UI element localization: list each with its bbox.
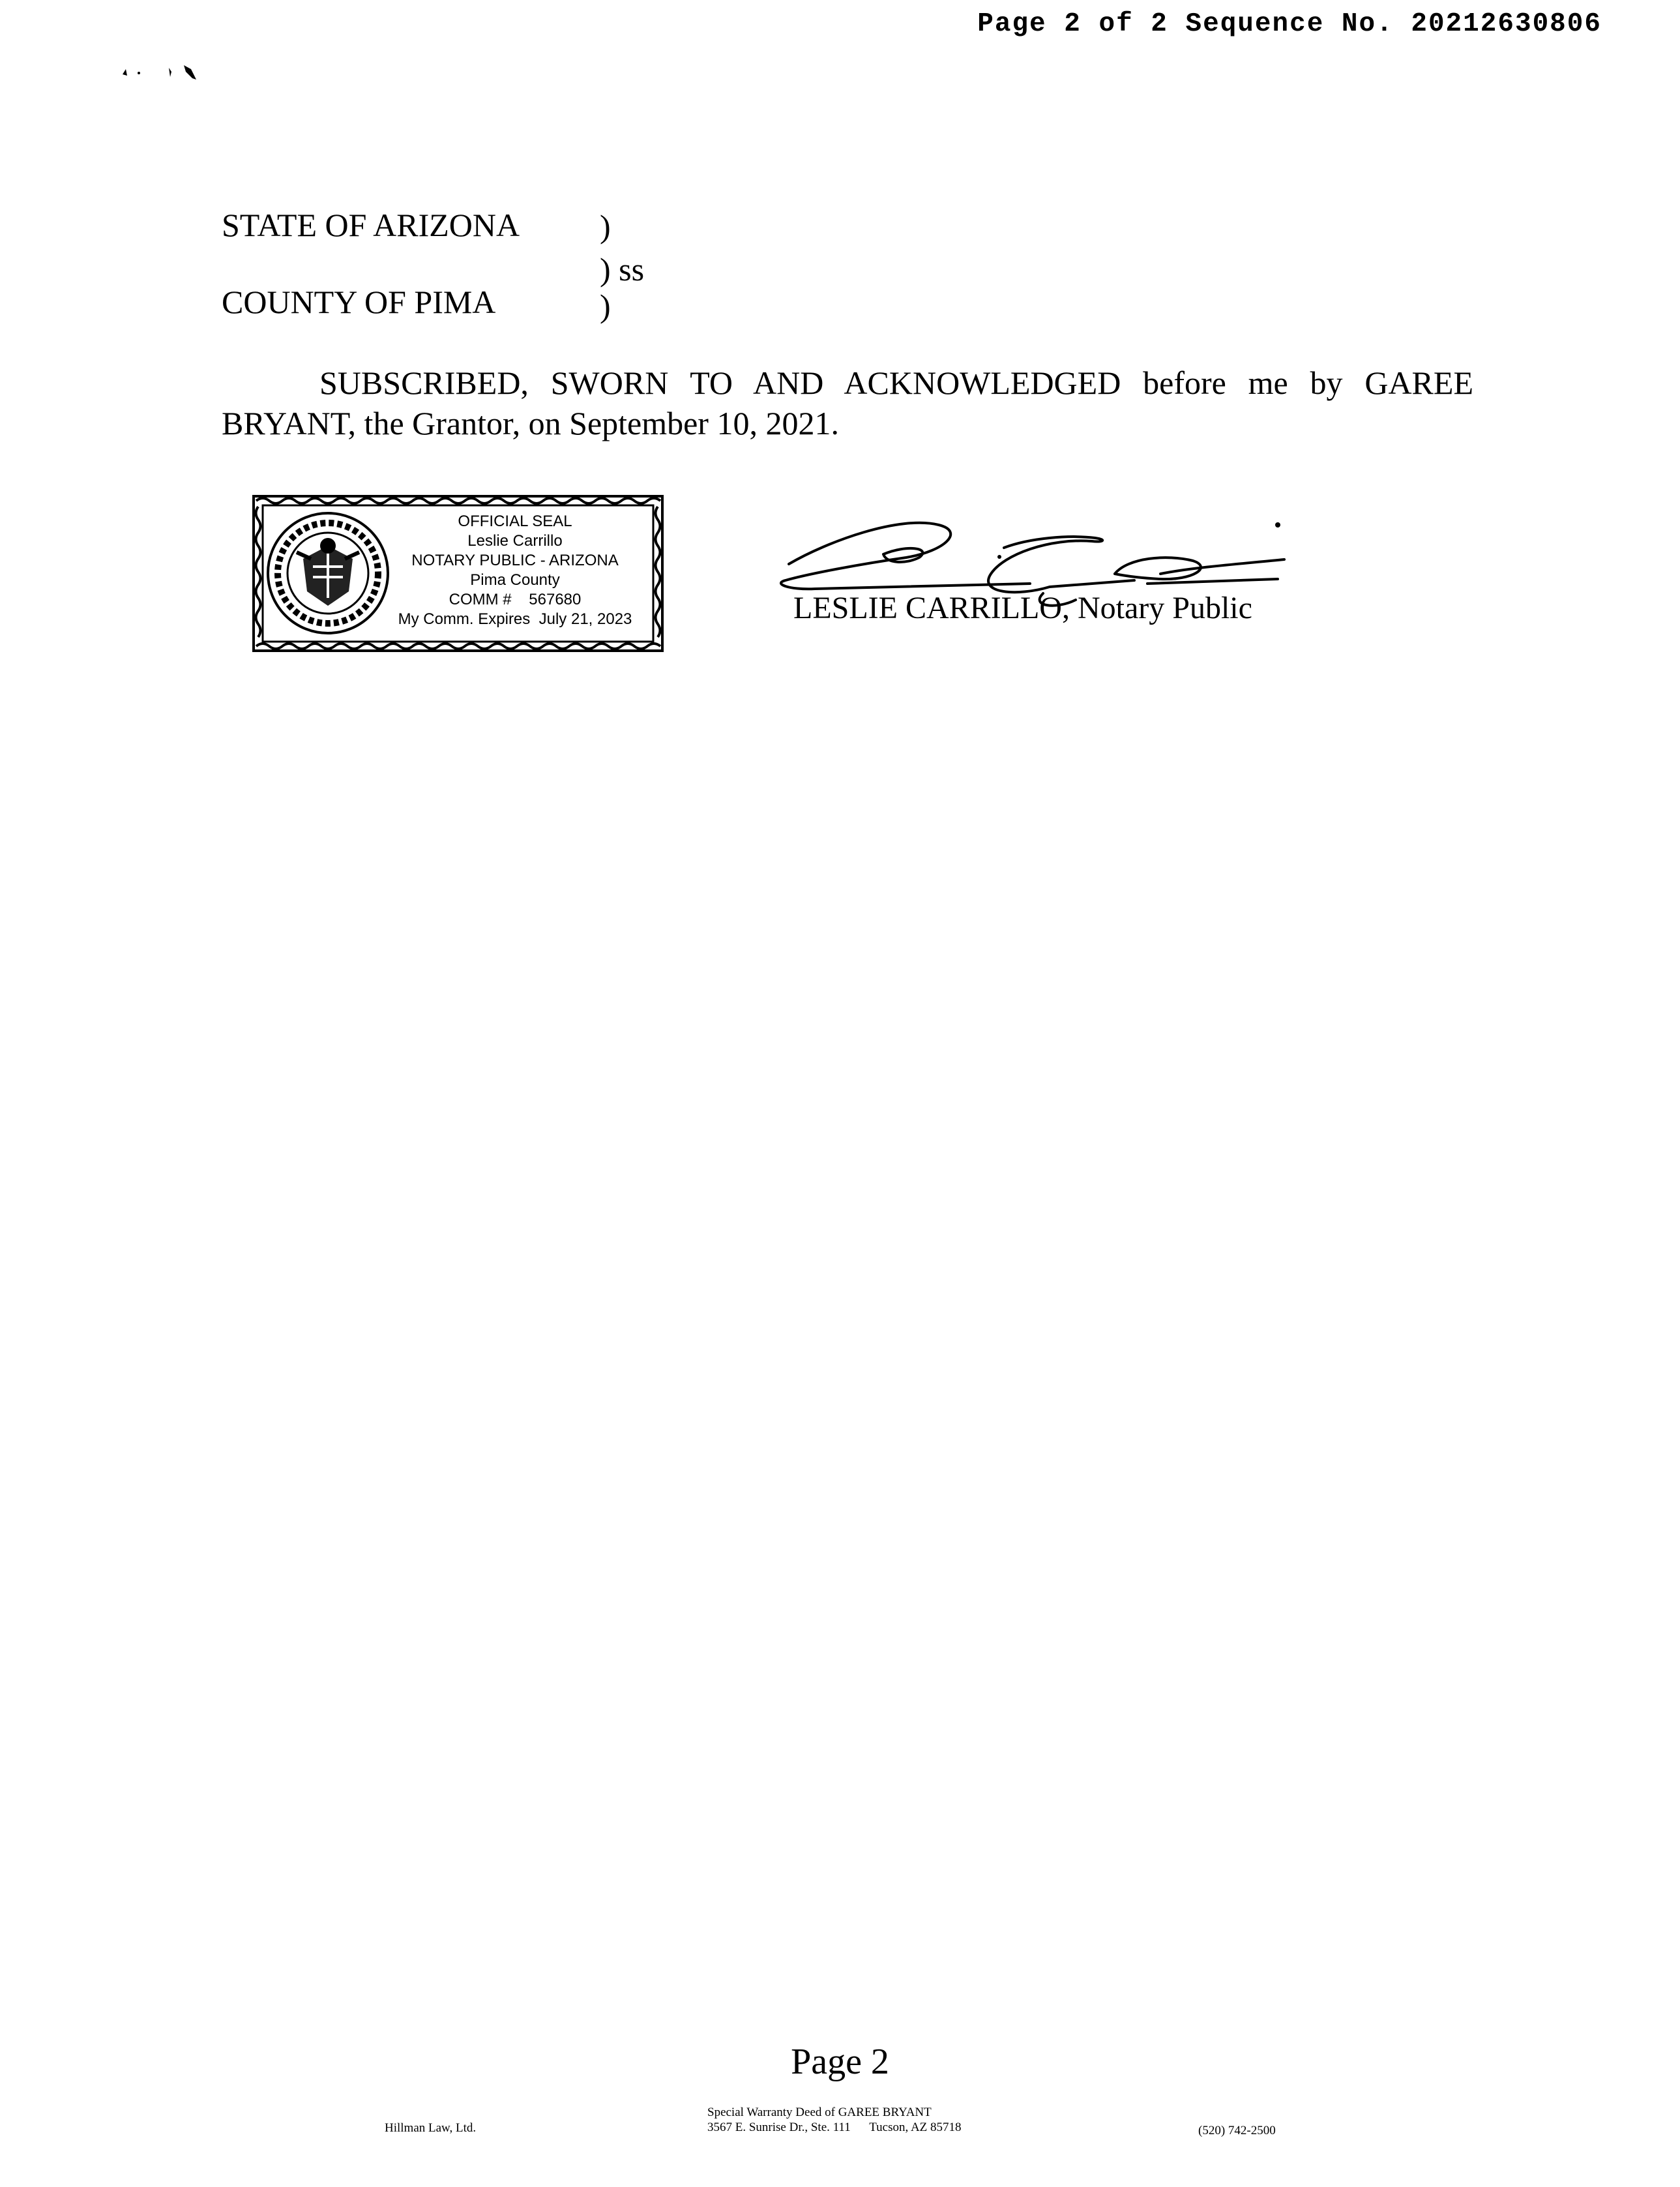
footer-address-street: 3567 E. Sunrise Dr., Ste. 111: [707, 2120, 851, 2134]
venue-paren-1: ): [600, 208, 611, 245]
acknowledgment-paragraph: SUBSCRIBED, SWORN TO AND ACKNOWLEDGED before me by GAREE BRYANT, the Grantor, on September 10, 2021.: [222, 364, 1473, 441]
notary-printed-name: LESLIE CARRILLO, Notary Public: [793, 591, 1252, 625]
handwritten-signature: [769, 502, 1330, 652]
seal-expires-date: July 21, 2023: [538, 610, 632, 628]
venue-county: COUNTY OF PIMA: [222, 284, 496, 320]
page-number: Page 2: [791, 2042, 889, 2082]
footer-address-city: Tucson, AZ 85718: [869, 2120, 962, 2134]
venue-paren-ss: ) ss: [600, 251, 645, 288]
seal-expires-label: My Comm. Expires: [398, 610, 531, 628]
scan-specks: [121, 60, 212, 86]
seal-notary-name: Leslie Carrillo: [467, 532, 563, 550]
venue-state: STATE OF ARIZONA: [222, 207, 520, 243]
seal-commission: [365, 590, 665, 610]
seal-title: OFFICIAL SEAL: [458, 513, 572, 530]
footer-firm: Hillman Law, Ltd.: [385, 2121, 477, 2135]
footer-doc-title: Special Warranty Deed of GAREE BRYANT: [707, 2105, 932, 2119]
footer-phone: (520) 742-2500: [1198, 2124, 1276, 2137]
recording-header: Page 2 of 2 Sequence No. 20212630806: [977, 9, 1602, 39]
seal-expiration: [365, 610, 665, 629]
footer-address: [707, 2120, 962, 2135]
seal-office: NOTARY PUBLIC - ARIZONA: [411, 552, 619, 569]
seal-comm-label: COMM #: [449, 591, 512, 608]
venue-paren-3: ): [600, 288, 611, 324]
seal-county: Pima County: [470, 571, 560, 589]
notary-seal-text: [365, 512, 665, 629]
seal-comm-number: 567680: [529, 591, 582, 608]
